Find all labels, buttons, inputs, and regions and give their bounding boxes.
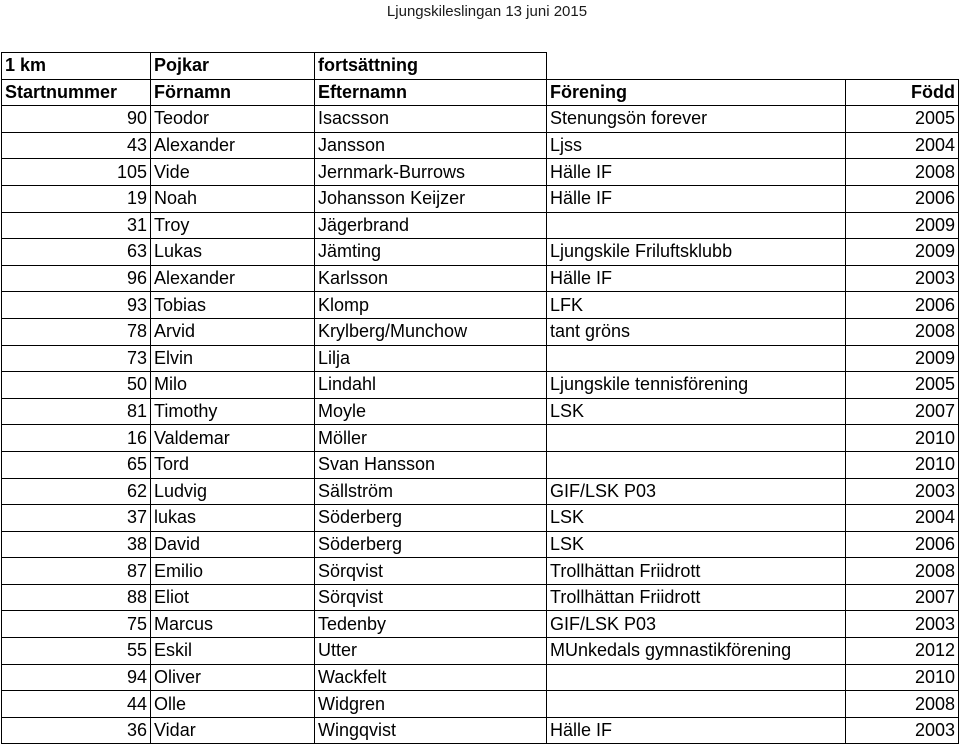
club-cell: Hälle IF bbox=[547, 159, 846, 186]
start-number-cell: 96 bbox=[2, 265, 151, 292]
club-cell: Hälle IF bbox=[547, 185, 846, 212]
club-cell: GIF/LSK P03 bbox=[547, 478, 846, 505]
table-row bbox=[2, 372, 959, 399]
first-name-cell: Emilio bbox=[151, 558, 315, 585]
first-name-cell: Vidar bbox=[151, 717, 315, 744]
table-row bbox=[2, 611, 959, 638]
first-name-cell: lukas bbox=[151, 505, 315, 532]
first-name-cell: David bbox=[151, 531, 315, 558]
first-name-cell: Tobias bbox=[151, 292, 315, 319]
start-number-cell: 37 bbox=[2, 505, 151, 532]
group-empty-cell bbox=[547, 53, 846, 80]
start-number-cell: 16 bbox=[2, 425, 151, 452]
page-title-text: Ljungskileslingan 13 juni 2015 bbox=[386, 3, 588, 20]
club-cell: tant gröns bbox=[547, 318, 846, 345]
birth-year-cell: 2009 bbox=[846, 345, 959, 372]
start-number-cell: 36 bbox=[2, 717, 151, 744]
club-cell: Stenungsön forever bbox=[547, 106, 846, 133]
birth-year-cell: 2010 bbox=[846, 425, 959, 452]
first-name-cell: Troy bbox=[151, 212, 315, 239]
club-cell: LSK bbox=[547, 505, 846, 532]
club-cell: GIF/LSK P03 bbox=[547, 611, 846, 638]
start-number-cell: 31 bbox=[2, 212, 151, 239]
birth-year-cell: 2004 bbox=[846, 132, 959, 159]
start-number-cell: 19 bbox=[2, 185, 151, 212]
start-number-cell: 63 bbox=[2, 239, 151, 266]
table-row bbox=[2, 558, 959, 585]
birth-year-cell: 2004 bbox=[846, 505, 959, 532]
last-name-cell: Wingqvist bbox=[315, 717, 547, 744]
column-header-row bbox=[2, 79, 959, 106]
birth-year-cell: 2008 bbox=[846, 558, 959, 585]
club-cell: MUnkedals gymnastikförening bbox=[547, 638, 846, 665]
last-name-cell: Utter bbox=[315, 638, 547, 665]
club-cell bbox=[547, 212, 846, 239]
birth-year-cell: 2007 bbox=[846, 584, 959, 611]
last-name-cell: Moyle bbox=[315, 398, 547, 425]
club-cell: Trollhättan Friidrott bbox=[547, 558, 846, 585]
start-number-cell: 105 bbox=[2, 159, 151, 186]
birth-year-cell: 2003 bbox=[846, 717, 959, 744]
table-row bbox=[2, 212, 959, 239]
last-name-cell: Jansson bbox=[315, 132, 547, 159]
last-name-cell: Widgren bbox=[315, 691, 547, 718]
first-name-cell: Arvid bbox=[151, 318, 315, 345]
table-row bbox=[2, 691, 959, 718]
group-empty-cell bbox=[846, 53, 959, 80]
birth-year-cell: 2009 bbox=[846, 212, 959, 239]
table-row bbox=[2, 106, 959, 133]
start-number-cell: 88 bbox=[2, 584, 151, 611]
start-number-cell: 93 bbox=[2, 292, 151, 319]
table-row bbox=[2, 159, 959, 186]
last-name-cell: Lilja bbox=[315, 345, 547, 372]
birth-year-cell: 2006 bbox=[846, 292, 959, 319]
table-row bbox=[2, 451, 959, 478]
last-name-cell: Tedenby bbox=[315, 611, 547, 638]
club-cell: Hälle IF bbox=[547, 265, 846, 292]
first-name-cell: Tord bbox=[151, 451, 315, 478]
club-cell bbox=[547, 691, 846, 718]
table-row bbox=[2, 505, 959, 532]
table-row bbox=[2, 531, 959, 558]
last-name-cell: Jämting bbox=[315, 239, 547, 266]
first-name-cell: Elvin bbox=[151, 345, 315, 372]
last-name-cell: Johansson Keijzer bbox=[315, 185, 547, 212]
first-name-cell: Alexander bbox=[151, 265, 315, 292]
start-number-cell: 62 bbox=[2, 478, 151, 505]
first-name-cell: Lukas bbox=[151, 239, 315, 266]
table-row bbox=[2, 425, 959, 452]
group-distance: 1 km bbox=[2, 53, 151, 80]
birth-year-cell: 2012 bbox=[846, 638, 959, 665]
first-name-cell: Milo bbox=[151, 372, 315, 399]
table-row bbox=[2, 318, 959, 345]
first-name-cell: Teodor bbox=[151, 106, 315, 133]
group-note: fortsättning bbox=[315, 53, 547, 80]
first-name-cell: Olle bbox=[151, 691, 315, 718]
first-name-cell: Eskil bbox=[151, 638, 315, 665]
last-name-cell: Sörqvist bbox=[315, 558, 547, 585]
table-row bbox=[2, 185, 959, 212]
birth-year-cell: 2006 bbox=[846, 531, 959, 558]
club-cell: Hälle IF bbox=[547, 717, 846, 744]
start-number-cell: 50 bbox=[2, 372, 151, 399]
last-name-cell: Möller bbox=[315, 425, 547, 452]
last-name-cell: Jägerbrand bbox=[315, 212, 547, 239]
column-header-forening: Förening bbox=[547, 79, 846, 106]
last-name-cell: Lindahl bbox=[315, 372, 547, 399]
club-cell: Ljss bbox=[547, 132, 846, 159]
first-name-cell: Vide bbox=[151, 159, 315, 186]
birth-year-cell: 2009 bbox=[846, 239, 959, 266]
table-row bbox=[2, 584, 959, 611]
last-name-cell: Karlsson bbox=[315, 265, 547, 292]
column-header-fodd: Född bbox=[846, 79, 959, 106]
club-cell: Trollhättan Friidrott bbox=[547, 584, 846, 611]
birth-year-cell: 2008 bbox=[846, 691, 959, 718]
table-row bbox=[2, 664, 959, 691]
birth-year-cell: 2008 bbox=[846, 318, 959, 345]
birth-year-cell: 2010 bbox=[846, 451, 959, 478]
start-number-cell: 87 bbox=[2, 558, 151, 585]
last-name-cell: Söderberg bbox=[315, 531, 547, 558]
club-cell: LFK bbox=[547, 292, 846, 319]
table-row bbox=[2, 478, 959, 505]
table-row bbox=[2, 265, 959, 292]
first-name-cell: Ludvig bbox=[151, 478, 315, 505]
last-name-cell: Sörqvist bbox=[315, 584, 547, 611]
last-name-cell: Krylberg/Munchow bbox=[315, 318, 547, 345]
start-number-cell: 90 bbox=[2, 106, 151, 133]
last-name-cell: Isacsson bbox=[315, 106, 547, 133]
table-row bbox=[2, 638, 959, 665]
table-row bbox=[2, 345, 959, 372]
last-name-cell: Söderberg bbox=[315, 505, 547, 532]
birth-year-cell: 2010 bbox=[846, 664, 959, 691]
first-name-cell: Noah bbox=[151, 185, 315, 212]
start-number-cell: 65 bbox=[2, 451, 151, 478]
last-name-cell: Svan Hansson bbox=[315, 451, 547, 478]
start-number-cell: 38 bbox=[2, 531, 151, 558]
club-cell bbox=[547, 425, 846, 452]
birth-year-cell: 2008 bbox=[846, 159, 959, 186]
group-header-row bbox=[2, 53, 959, 80]
club-cell: LSK bbox=[547, 531, 846, 558]
birth-year-cell: 2005 bbox=[846, 372, 959, 399]
first-name-cell: Eliot bbox=[151, 584, 315, 611]
club-cell: LSK bbox=[547, 398, 846, 425]
last-name-cell: Jernmark-Burrows bbox=[315, 159, 547, 186]
table-row bbox=[2, 292, 959, 319]
column-header-startnummer: Startnummer bbox=[2, 79, 151, 106]
last-name-cell: Klomp bbox=[315, 292, 547, 319]
table-row bbox=[2, 717, 959, 744]
start-number-cell: 78 bbox=[2, 318, 151, 345]
group-category: Pojkar bbox=[151, 53, 315, 80]
club-cell: Ljungskile Friluftsklubb bbox=[547, 239, 846, 266]
first-name-cell: Valdemar bbox=[151, 425, 315, 452]
start-number-cell: 94 bbox=[2, 664, 151, 691]
birth-year-cell: 2003 bbox=[846, 611, 959, 638]
birth-year-cell: 2007 bbox=[846, 398, 959, 425]
column-header-fornamn: Förnamn bbox=[151, 79, 315, 106]
results-body bbox=[2, 53, 959, 744]
first-name-cell: Alexander bbox=[151, 132, 315, 159]
first-name-cell: Marcus bbox=[151, 611, 315, 638]
start-number-cell: 43 bbox=[2, 132, 151, 159]
start-number-cell: 44 bbox=[2, 691, 151, 718]
table-row bbox=[2, 239, 959, 266]
club-cell bbox=[547, 345, 846, 372]
table-row bbox=[2, 398, 959, 425]
last-name-cell: Wackfelt bbox=[315, 664, 547, 691]
birth-year-cell: 2003 bbox=[846, 478, 959, 505]
start-number-cell: 55 bbox=[2, 638, 151, 665]
club-cell bbox=[547, 664, 846, 691]
club-cell: Ljungskile tennisförening bbox=[547, 372, 846, 399]
first-name-cell: Oliver bbox=[151, 664, 315, 691]
start-number-cell: 81 bbox=[2, 398, 151, 425]
results-table bbox=[1, 52, 959, 744]
column-header-efternamn: Efternamn bbox=[315, 79, 547, 106]
birth-year-cell: 2006 bbox=[846, 185, 959, 212]
birth-year-cell: 2003 bbox=[846, 265, 959, 292]
table-row bbox=[2, 132, 959, 159]
birth-year-cell: 2005 bbox=[846, 106, 959, 133]
start-number-cell: 75 bbox=[2, 611, 151, 638]
last-name-cell: Sällström bbox=[315, 478, 547, 505]
first-name-cell: Timothy bbox=[151, 398, 315, 425]
club-cell bbox=[547, 451, 846, 478]
start-number-cell: 73 bbox=[2, 345, 151, 372]
page-title bbox=[0, 0, 960, 24]
